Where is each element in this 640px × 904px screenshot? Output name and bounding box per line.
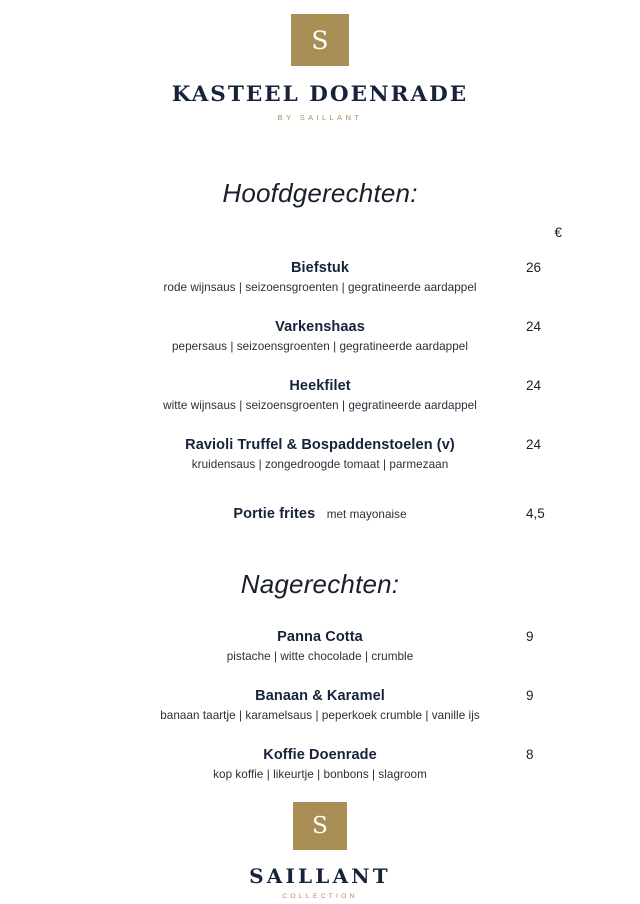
collection-subtitle: COLLECTION	[282, 893, 358, 900]
menu-item-description: pepersaus | seizoensgroenten | gegratineerde aardappel	[172, 340, 468, 353]
section-title-mains: Hoofdgerechten:	[222, 178, 418, 208]
menu-item	[0, 436, 640, 471]
brand-monogram-glyph: S	[311, 25, 329, 55]
collection-title: SAILLANT	[249, 864, 391, 888]
menu-item-name: Portie frites	[233, 506, 316, 522]
menu-item-description: pistache | witte chocolade | crumble	[226, 650, 414, 663]
menu-item	[0, 687, 640, 722]
menu-item	[0, 628, 640, 663]
menu-item	[0, 505, 640, 523]
menu-item-description: kruidensaus | zongedroogde tomaat | parmezaan	[191, 458, 449, 471]
menu-item-price: 24	[526, 437, 542, 452]
menu-section-mains	[0, 259, 640, 523]
menu-item-price: 9	[526, 629, 534, 644]
menu-item-description: rode wijnsaus | seizoensgroenten | gegratineerde aardappel	[163, 281, 477, 294]
menu-footer	[0, 802, 640, 904]
menu-item-price: 24	[526, 319, 542, 334]
menu-item-name: Banaan & Karamel	[255, 688, 385, 704]
section-title-desserts: Nagerechten:	[240, 569, 400, 599]
collection-monogram-icon	[293, 802, 347, 850]
menu-item-name: Biefstuk	[290, 260, 349, 276]
menu-item	[0, 318, 640, 353]
menu-section-desserts	[0, 628, 640, 781]
restaurant-subtitle: BY SAILLANT	[277, 113, 363, 122]
menu-item-name: Ravioli Truffel & Bospaddenstoelen (v)	[185, 437, 455, 453]
menu-header	[0, 0, 640, 122]
menu-item-name: Panna Cotta	[277, 629, 363, 645]
currency-header-row	[0, 225, 640, 245]
menu-item	[0, 746, 640, 781]
menu-item-name: Koffie Doenrade	[263, 747, 377, 763]
menu-item-price: 26	[526, 260, 542, 275]
menu-item	[0, 377, 640, 412]
menu-item-description: witte wijnsaus | seizoensgroenten | gegratineerde aardappel	[163, 399, 477, 412]
menu-item-name: Heekfilet	[289, 378, 351, 394]
menu-item-name: Varkenshaas	[275, 319, 365, 335]
menu-item	[0, 259, 640, 294]
menu-item-description: banaan taartje | karamelsaus | peperkoek crumble | vanille ijs	[160, 709, 480, 722]
menu-item-description: met mayonaise	[326, 508, 407, 521]
menu-item-price: 24	[526, 378, 542, 393]
menu-item-price: 9	[526, 688, 534, 703]
restaurant-title: KASTEEL DOENRADE	[171, 82, 469, 107]
currency-symbol: €	[554, 225, 562, 240]
menu-item-price: 8	[526, 747, 534, 762]
menu-item-description: kop koffie | likeurtje | bonbons | slagroom	[213, 768, 427, 781]
brand-monogram-icon	[291, 14, 349, 66]
menu-item-price: 4,5	[526, 506, 545, 521]
collection-monogram-glyph: S	[312, 812, 328, 839]
